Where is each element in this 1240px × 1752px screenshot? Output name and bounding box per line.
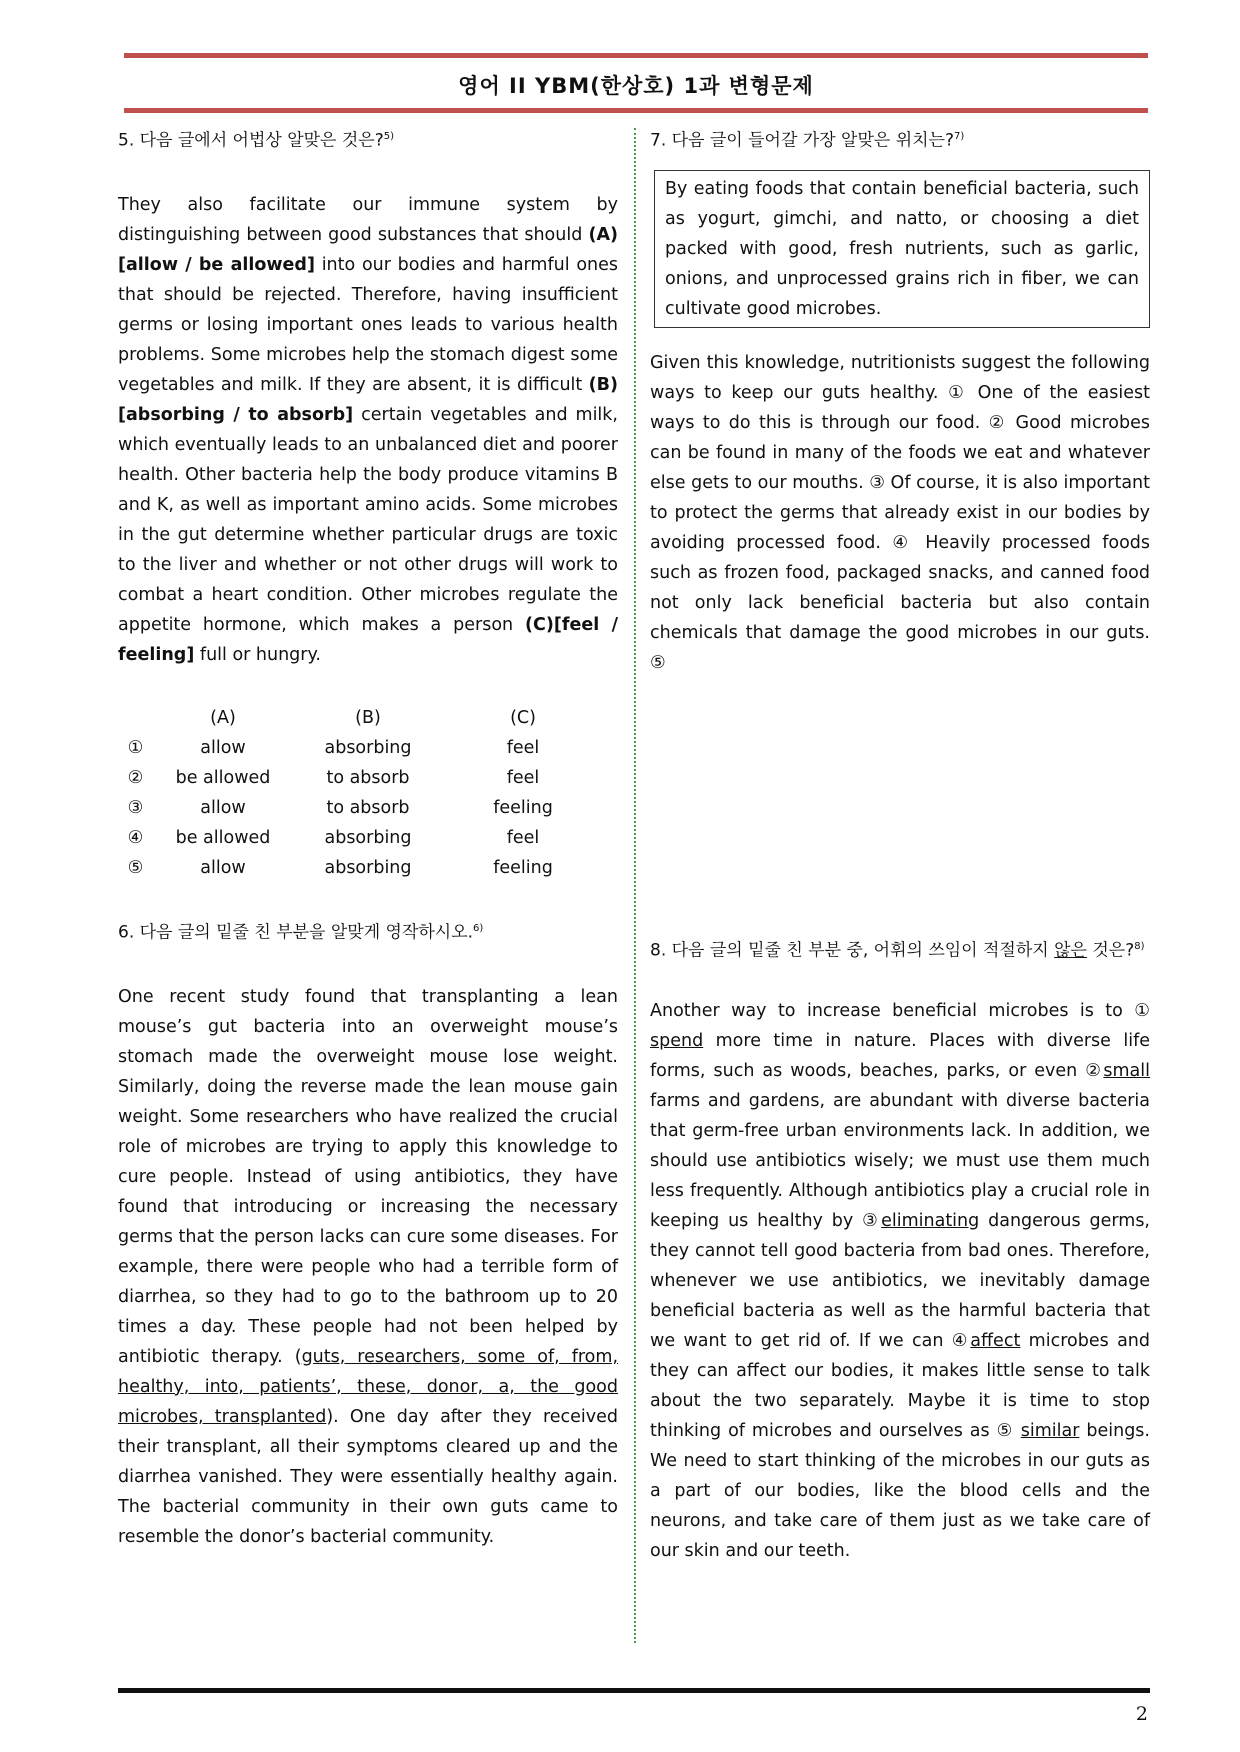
footnote-mark: 5) (383, 131, 395, 142)
blank-c: (C)[feel / feeling] (118, 614, 618, 665)
underlined-word-1: spend (650, 1030, 704, 1051)
footnote-mark: 6) (473, 923, 484, 934)
question-5-title: 5. 다음 글에서 어법상 알맞은 것은?$^{5)}$ (118, 130, 395, 151)
question-6 (118, 916, 618, 1552)
question-5-passage: They also facilitate our immune system by distinguishing between good substances that should (A)[allow / be allowed] into our bodies and harmful ones that should be rejected. Therefore, having insufficient germs or losing important ones leads to various health problems. Some microbes help the stomach digest some vegetables and milk. If they are absent, it is difficult (B)[absorbing / to absorb] certain vegetables and milk, which eventually leads to an unbalanced diet and poorer health. Other bacteria help the body produce vitamins B and K, as well as important amino acids. Some microbes in the gut determine whether particular drugs are toxic to the liver and whether or not other drugs will work to combat a heart condition. Other microbes regulate the appetite hormone, which makes a person (C)[feel / feeling] full or hungry. (118, 194, 619, 665)
page-number: 2 (1135, 1703, 1148, 1725)
page-title: 영어 II YBM(한상호) 1과 변형문제 (458, 74, 814, 98)
question-8-passage: Another way to increase beneficial microbes is to ① spend more time in nature. Places with diverse life forms, such as woods, beaches, parks, or even ②small farms and gardens, are abundant with diverse bacteria that germ-free urban environments lack. In addition, we should use antibiotics wisely; we must use them much less frequently. Although antibiotics play a crucial role in keeping us healthy by ③eliminating dangerous germs, they cannot tell good bacteria from bad ones. Therefore, whenever we use antibiotics, we inevitably damage beneficial bacteria as well as the harmful bacteria that we want to get rid of. If we can ④affect microbes and they can affect our bodies, it makes little sense to talk about the two separately. Maybe it is time to stop thinking of microbes and ourselves as ⑤ similar beings. We need to start thinking of the microbes in our guts as a part of our bodies, like the blood cells and the neurons, and take care of them just as we take care of our skin and our teeth. (650, 1000, 1150, 1561)
choice-row: ⑤ allow absorbing feeling (127, 857, 553, 878)
blank-b: (B)[absorbing / to absorb] (118, 374, 618, 425)
table-header-row: (A) (B) (C) (210, 707, 536, 728)
blank-a: (A)[allow / be allowed] (118, 224, 618, 275)
underlined-word-5: similar (1020, 1420, 1080, 1441)
underlined-not: 않은 (1054, 940, 1087, 961)
underlined-scrambled-words: guts, researchers, some of, from, healthy, into, patients’, these, donor, a, the good microbes, transplanted (118, 1346, 619, 1427)
underlined-word-2: small (1103, 1060, 1150, 1081)
question-5 (118, 124, 618, 883)
underlined-word-3: eliminating (881, 1210, 980, 1231)
footnote-mark: 7) (954, 131, 965, 142)
underlined-word-4: affect (970, 1330, 1021, 1351)
question-7-title: 7. 다음 글이 들어갈 가장 알맞은 위치는?$^{7)}$ (650, 130, 965, 151)
question-8 (650, 932, 1150, 1566)
question-8-title: 8. 다음 글의 밑줄 친 부분 중, 어휘의 쓰임이 적절하지 않은 것은?$^{8)}$ (650, 940, 1145, 961)
footnote-mark: 8) (1134, 941, 1145, 952)
answer-choices-table (118, 703, 603, 883)
choice-row: ② be allowed to absorb feel (127, 767, 540, 788)
column-divider (634, 128, 636, 1643)
question-6-passage: One recent study found that transplanting a lean mouse’s gut bacteria into an overweight mouse’s stomach made the overweight mouse lose weight. Similarly, doing the reverse made the lean mouse gain weight. Some researchers who have realized the crucial role of microbes are trying to apply this knowledge to cure people. Instead of using antibiotics, they have found that introducing or increasing the necessary germs that the person lacks can cure some diseases. For example, there were people who had a terrible form of diarrhea, so they had to go to the bathroom up to 20 times a day. These people had not been helped by antibiotic therapy. (guts, researchers, some of, from, healthy, into, patients’, these, donor, a, the good microbes, transplanted). One day after they received their transplant, all their symptoms cleared up and the diarrhea vanished. They were essentially healthy again. The bacterial community in their own guts came to resemble the donor’s bacterial community. (118, 986, 619, 1547)
insert-sentence-box: By eating foods that contain beneficial bacteria, such as yogurt, gimchi, and natto, or choosing a diet packed with good, fresh nutrients, such as garlic, onions, and unprocessed grains rich in fiber, we can cultivate good microbes. (654, 170, 1150, 328)
question-6-title: 6. 다음 글의 밑줄 친 부분을 알맞게 영작하시오.$^{6)}$ (118, 922, 484, 943)
footer-rule (118, 1688, 1150, 1693)
question-7-passage: Given this knowledge, nutritionists suggest the following ways to keep our guts healthy. ① One of the easiest ways to do this is through our food. ② Good microbes can be found in many of the foods we eat and whatever else gets to our mouths. ③ Of course, it is also important to protect the germs that already exist in our bodies by avoiding processed food. ④ Heavily processed foods such as frozen food, packaged snacks, and canned food not only lack beneficial bacteria but also contain chemicals that damage the good microbes in our guts. ⑤ (650, 352, 1150, 673)
header-bottom-rule (124, 108, 1148, 113)
choice-row: ④ be allowed absorbing feel (127, 827, 540, 848)
header-top-rule (124, 53, 1148, 58)
question-7 (650, 124, 1150, 678)
choice-row: ③ allow to absorb feeling (127, 797, 553, 818)
choice-row: ① allow absorbing feel (127, 737, 540, 758)
